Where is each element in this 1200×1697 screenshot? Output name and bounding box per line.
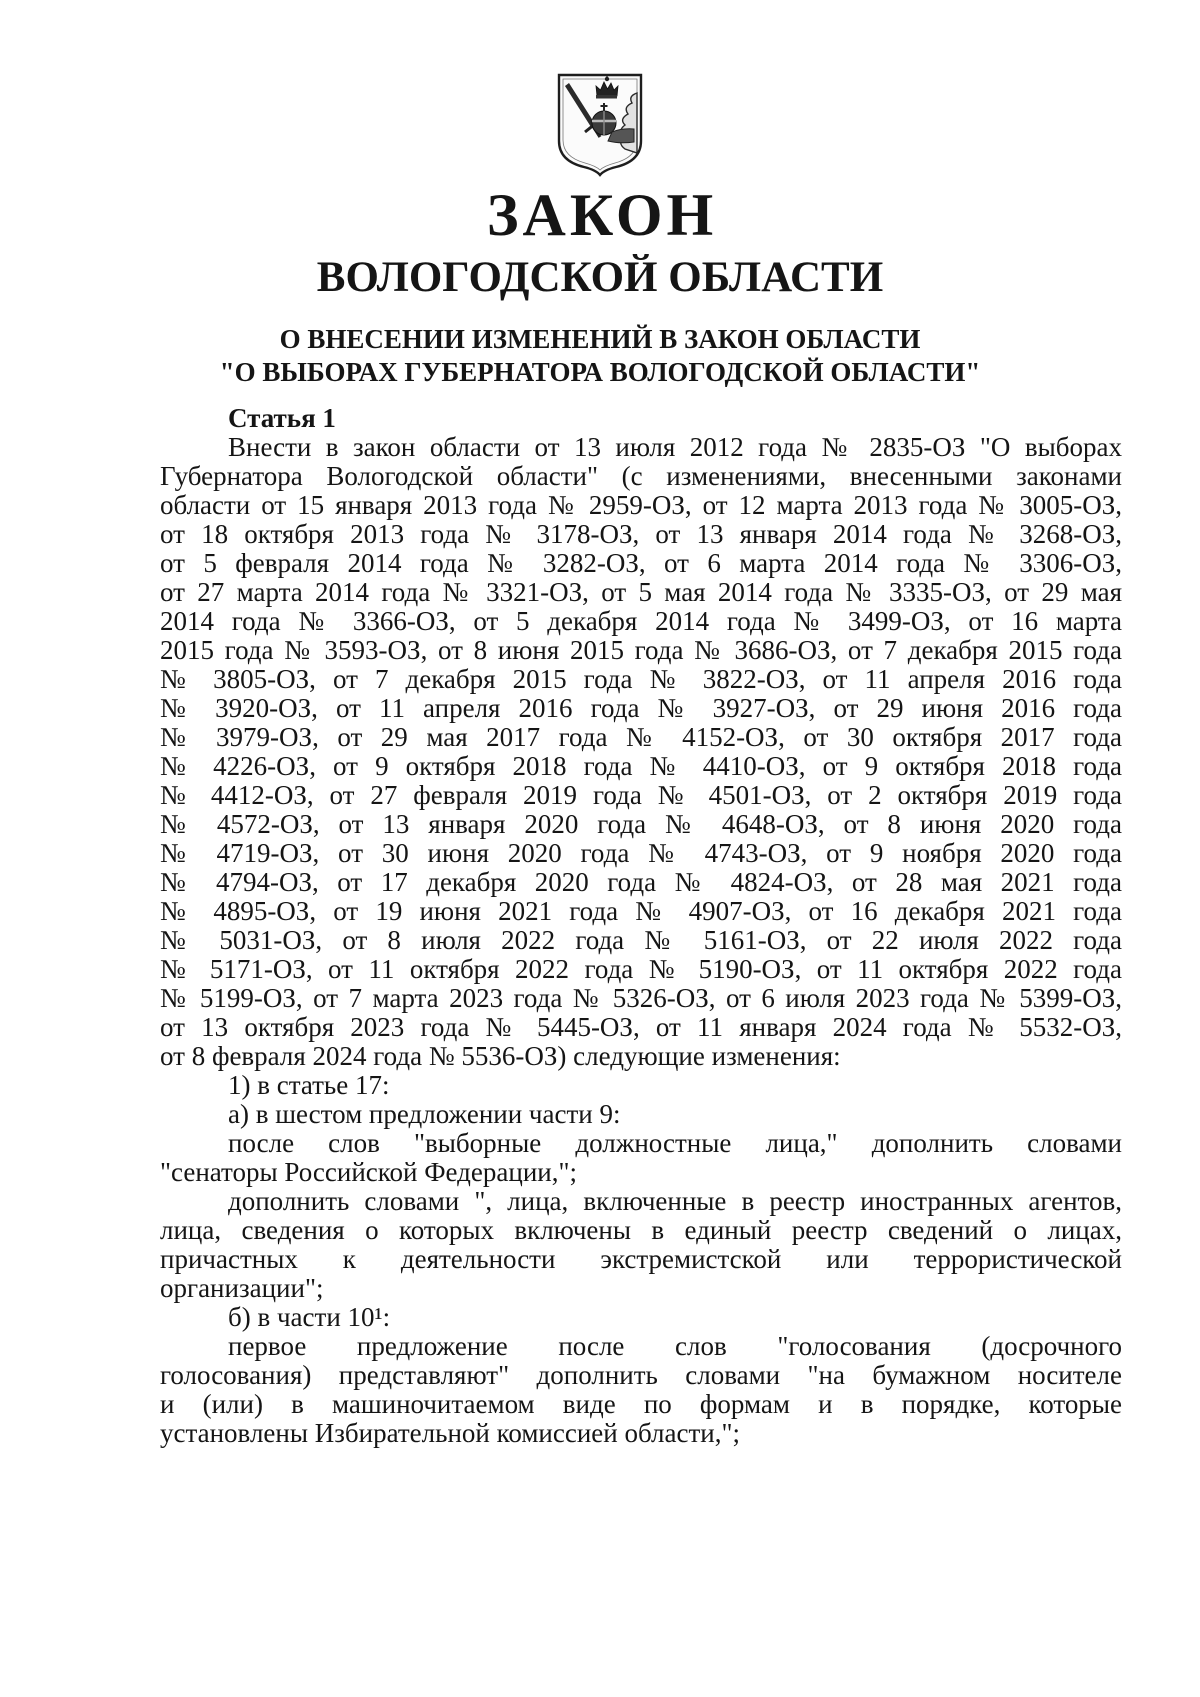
- text-line: Губернатора Вологодской области" (с изменениями, внесенными законами: [160, 462, 1122, 491]
- text-line: № 5171-ОЗ, от 11 октября 2022 года № 5190-ОЗ, от 11 октября 2022 года: [160, 955, 1122, 984]
- article-paragraph: [160, 433, 1122, 1071]
- text-line: дополнить словами ", лица, включенные в реестр иностранных агентов,: [228, 1187, 1122, 1216]
- text-line: № 3920-ОЗ, от 11 апреля 2016 года № 3927-ОЗ, от 29 июня 2016 года: [160, 694, 1122, 723]
- text-line: от 27 марта 2014 года № 3321-ОЗ, от 5 мая 2014 года № 3335-ОЗ, от 29 мая: [160, 578, 1122, 607]
- article-paragraph: [160, 1303, 1122, 1332]
- text-line: 2014 года № 3366-ОЗ, от 5 декабря 2014 года № 3499-ОЗ, от 16 марта: [160, 607, 1122, 636]
- text-line: от 13 октября 2023 года № 5445-ОЗ, от 11 января 2024 года № 5532-ОЗ,: [160, 1013, 1122, 1042]
- text-line: от 18 октября 2013 года № 3178-ОЗ, от 13 января 2014 года № 3268-ОЗ,: [160, 520, 1122, 549]
- text-line: голосования) представляют" дополнить словами "на бумажном носителе: [160, 1361, 1122, 1390]
- document-subtitle: [0, 323, 1200, 389]
- text-line: № 5031-ОЗ, от 8 июля 2022 года № 5161-ОЗ, от 22 июля 2022 года: [160, 926, 1122, 955]
- text-line: "сенаторы Российской Федерации,";: [160, 1158, 577, 1187]
- text-line: № 3979-ОЗ, от 29 мая 2017 года № 4152-ОЗ, от 30 октября 2017 года: [160, 723, 1122, 752]
- text-line: и (или) в машиночитаемом виде по формам и в порядке, которые: [160, 1390, 1122, 1419]
- article-section: [160, 404, 1122, 1448]
- text-line: № 3805-ОЗ, от 7 декабря 2015 года № 3822-ОЗ, от 11 апреля 2016 года: [160, 665, 1122, 694]
- text-line: организации";: [160, 1274, 324, 1303]
- article-heading: Статья 1: [228, 403, 336, 433]
- article-paragraph: [160, 1129, 1122, 1187]
- text-line: № 4572-ОЗ, от 13 января 2020 года № 4648-ОЗ, от 8 июня 2020 года: [160, 810, 1122, 839]
- article-paragraph: [160, 1071, 1122, 1100]
- article-paragraph: [160, 1332, 1122, 1448]
- text-line: области от 15 января 2013 года № 2959-ОЗ, от 12 марта 2013 года № 3005-ОЗ,: [160, 491, 1122, 520]
- text-line: лица, сведения о которых включены в единый реестр сведений о лицах,: [160, 1216, 1122, 1245]
- article-paragraph: [160, 1100, 1122, 1129]
- text-line: № 4412-ОЗ, от 27 февраля 2019 года № 4501-ОЗ, от 2 октября 2019 года: [160, 781, 1122, 810]
- text-line: после слов "выборные должностные лица," дополнить словами: [228, 1129, 1122, 1158]
- text-line: причастных к деятельности экстремистской или террористической: [160, 1245, 1122, 1274]
- text-line: № 4895-ОЗ, от 19 июня 2021 года № 4907-ОЗ, от 16 декабря 2021 года: [160, 897, 1122, 926]
- article-paragraph: [160, 1187, 1122, 1303]
- text-line: б) в части 10¹:: [228, 1303, 391, 1332]
- text-line: № 4794-ОЗ, от 17 декабря 2020 года № 4824-ОЗ, от 28 мая 2021 года: [160, 868, 1122, 897]
- text-line: № 5199-ОЗ, от 7 марта 2023 года № 5326-ОЗ, от 6 июля 2023 года № 5399-ОЗ,: [160, 984, 1122, 1013]
- text-line: а) в шестом предложении части 9:: [228, 1100, 621, 1129]
- text-line: Внести в закон области от 13 июля 2012 года № 2835-ОЗ "О выборах: [228, 433, 1122, 462]
- text-line: 1) в статье 17:: [228, 1071, 390, 1100]
- text-line: 2015 года № 3593-ОЗ, от 8 июня 2015 года № 3686-ОЗ, от 7 декабря 2015 года: [160, 636, 1122, 665]
- document-title: ЗАКОН: [486, 182, 718, 248]
- text-line: от 8 февраля 2024 года № 5536-ОЗ) следующие изменения:: [160, 1042, 841, 1071]
- coat-of-arms-icon: [554, 71, 646, 177]
- subtitle-line: "О ВЫБОРАХ ГУБЕРНАТОРА ВОЛОГОДСКОЙ ОБЛАСТИ": [219, 357, 981, 387]
- subtitle-line: О ВНЕСЕНИИ ИЗМЕНЕНИЙ В ЗАКОН ОБЛАСТИ: [279, 324, 921, 354]
- text-line: № 4226-ОЗ, от 9 октября 2018 года № 4410-ОЗ, от 9 октября 2018 года: [160, 752, 1122, 781]
- text-line: № 4719-ОЗ, от 30 июня 2020 года № 4743-ОЗ, от 9 ноября 2020 года: [160, 839, 1122, 868]
- text-line: первое предложение после слов "голосования (досрочного: [228, 1332, 1122, 1361]
- document-region: ВОЛОГОДСКОЙ ОБЛАСТИ: [316, 254, 884, 301]
- text-line: установлены Избирательной комиссией области,";: [160, 1419, 740, 1448]
- article-body: [160, 433, 1122, 1448]
- text-line: от 5 февраля 2014 года № 3282-ОЗ, от 6 марта 2014 года № 3306-ОЗ,: [160, 549, 1122, 578]
